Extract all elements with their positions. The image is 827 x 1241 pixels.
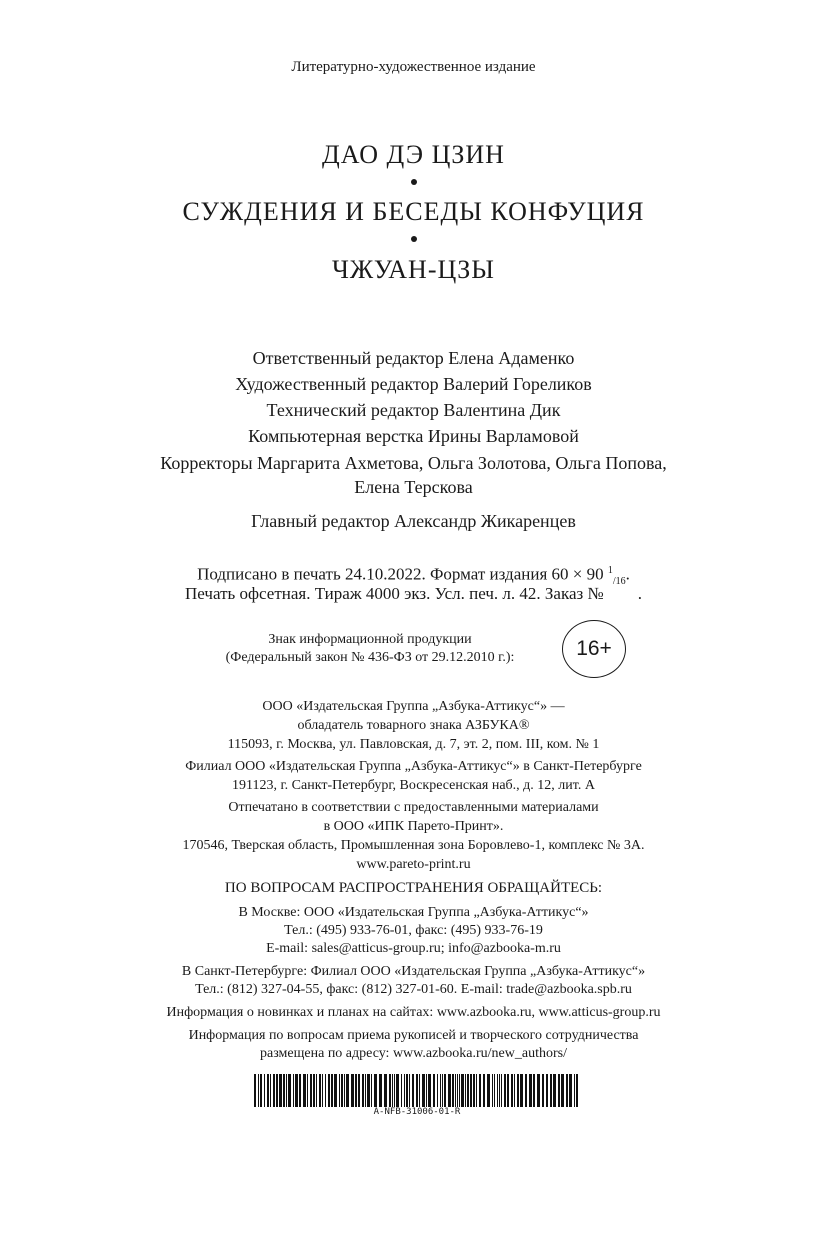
distribution-moscow: Тел.: (495) 933-76-01, факс: (495) 933-76-19 — [284, 923, 543, 938]
printer-line: Отпечатано в соответствии с предоставленными материалами — [228, 800, 599, 815]
print-format: Подписано в печать 24.10.2022. Формат издания 60 × 90 — [197, 564, 608, 584]
barcode — [254, 1074, 580, 1107]
publisher-line: Филиал ООО «Издательская Группа „Азбука-Аттикус“» в Санкт-Петербурге — [185, 759, 642, 774]
printer-line: в ООО «ИПК Парето-Принт». — [323, 819, 504, 834]
distribution-spb: Тел.: (812) 327-04-55, факс: (812) 327-01-60. E-mail: trade@azbooka.spb.ru — [195, 982, 632, 997]
distribution-sites: Информация о новинках и планах на сайтах: www.azbooka.ru, www.atticus-group.ru — [166, 1005, 661, 1020]
distribution-spb: В Санкт-Петербурге: Филиал ООО «Издательская Группа „Азбука-Аттикус“» — [181, 964, 646, 979]
title-confucius: СУЖДЕНИЯ И БЕСЕДЫ КОНФУЦИЯ — [182, 197, 645, 226]
printer-website: www.pareto-print.ru — [356, 857, 471, 872]
genre-label: Литературно-художественное издание — [291, 59, 536, 75]
info-mark-line2: (Федеральный закон № 436-ФЗ от 29.12.2010 г.): — [225, 650, 515, 665]
barcode-label: A-NFB-31006-01-R — [373, 1107, 461, 1117]
credit-tech-editor: Технический редактор Валентина Дик — [266, 400, 561, 420]
format-numerator: 1 — [607, 565, 613, 576]
publisher-line: 191123, г. Санкт-Петербург, Воскресенская наб., д. 12, лит. А — [232, 778, 595, 793]
publisher-line: 115093, г. Москва, ул. Павловская, д. 7, эт. 2, пом. III, ком. № 1 — [227, 737, 600, 752]
credit-proofreaders: Корректоры Маргарита Ахметова, Ольга Золотова, Ольга Попова, — [160, 453, 667, 473]
bullet-separator — [411, 236, 417, 242]
distribution-manuscripts: Информация по вопросам приема рукописей и творческого сотрудничества — [188, 1028, 639, 1043]
publisher-line: ООО «Издательская Группа „Азбука-Аттикус“» — — [262, 699, 565, 714]
publisher-line: обладатель товарного знака АЗБУКА® — [297, 718, 530, 733]
title-dao-de-jing: ДАО ДЭ ЦЗИН — [322, 140, 505, 169]
print-format-end: . — [625, 564, 630, 584]
distribution-moscow: В Москве: ООО «Издательская Группа „Азбука-Аттикус“» — [238, 905, 589, 920]
distribution-moscow: E-mail: sales@atticus-group.ru; info@azbooka-m.ru — [266, 941, 561, 956]
print-info-line2: Печать офсетная. Тираж 4000 экз. Усл. печ. л. 42. Заказ № . — [185, 584, 642, 603]
credit-layout: Компьютерная верстка Ирины Варламовой — [248, 426, 579, 446]
distribution-heading: ПО ВОПРОСАМ РАСПРОСТРАНЕНИЯ ОБРАЩАЙТЕСЬ: — [224, 880, 603, 896]
distribution-manuscripts: размещена по адресу: www.azbooka.ru/new_authors/ — [260, 1046, 567, 1061]
title-zhuangzi: ЧЖУАН-ЦЗЫ — [332, 255, 495, 284]
bullet-separator — [411, 179, 417, 185]
credit-proofreaders-cont: Елена Терскова — [354, 477, 473, 497]
credit-responsible-editor: Ответственный редактор Елена Адаменко — [252, 348, 575, 368]
credit-chief-editor: Главный редактор Александр Жикаренцев — [251, 511, 576, 531]
printer-line: 170546, Тверская область, Промышленная зона Боровлево-1, комплекс № 3А. — [182, 838, 645, 853]
credit-art-editor: Художественный редактор Валерий Гореликов — [235, 374, 592, 394]
age-rating-badge: 16+ — [562, 620, 626, 678]
info-product-mark — [190, 631, 550, 667]
format-denominator: /16 — [612, 576, 626, 588]
info-mark-line1: Знак информационной продукции — [268, 632, 472, 647]
